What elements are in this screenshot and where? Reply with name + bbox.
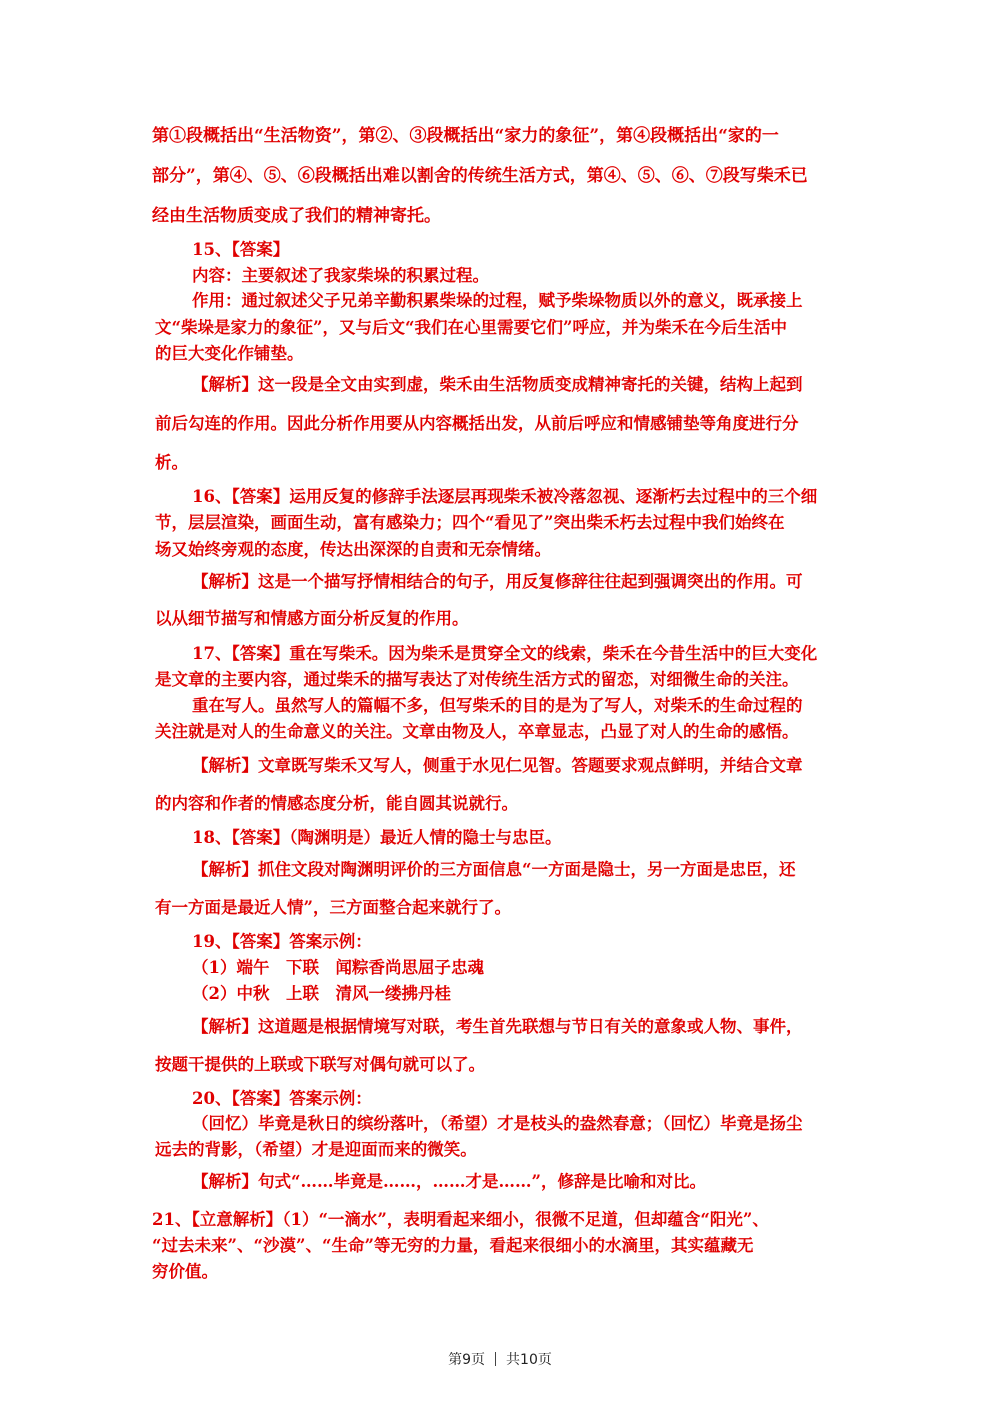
q15-answer-label: 15、【答案】 [192, 240, 290, 259]
q21-line-1: 21、【立意解析】（1）“一滴水”，表明看起来细小，很微不足道，但却蕴含“阳光”、 [152, 1210, 769, 1229]
page-footer [0, 1349, 1000, 1369]
q14-line-2: 部分”，第④、⑤、⑥段概括出难以割舍的传统生活方式，第④、⑤、⑥、⑦段写柴禾已 [152, 166, 808, 186]
q15-effect-line-3: 的巨大变化作铺垫。 [155, 344, 304, 363]
q17-answer-line-3: 重在写人。虽然写人的篇幅不多，但写柴禾的目的是为了写人，对柴禾的生命过程的 [192, 696, 803, 715]
q19-answer: 19、【答案】答案示例： [192, 932, 372, 951]
q21-line-2: “过去未来”、“沙漠”、“生命”等无穷的力量，看起来很细小的水滴里，其实蕴藏无 [152, 1236, 754, 1255]
q21-line-3: 穷价值。 [152, 1262, 218, 1281]
q15-analysis-line-1: 【解析】这一段是全文由实到虚，柴禾由生活物质变成精神寄托的关键，结构上起到 [192, 375, 803, 394]
page-total: 共10页 [506, 1352, 552, 1368]
q16-answer-line-2: 节，层层渲染，画面生动，富有感染力；四个“看见了”突出柴禾朽去过程中我们始终在 [155, 513, 785, 532]
q17-analysis-line-2: 的内容和作者的情感态度分析，能自圆其说就行。 [155, 794, 518, 813]
q18-answer: 18、【答案】（陶渊明是）最近人情的隐士与忠臣。 [192, 828, 562, 847]
q18-analysis-line-2: 有一方面是最近人情”，三方面整合起来就行了。 [155, 898, 511, 917]
page-number: 第9页 [448, 1352, 486, 1368]
q16-analysis-line-1: 【解析】这是一个描写抒情相结合的句子，用反复修辞往往起到强调突出的作用。可 [192, 572, 803, 591]
q19-analysis-line-2: 按题干提供的上联或下联写对偶句就可以了。 [155, 1055, 485, 1074]
q20-example-line-2: 远去的背影，（希望）才是迎面而来的微笑。 [155, 1140, 477, 1159]
q17-answer-line-1: 17、【答案】重在写柴禾。因为柴禾是贯穿全文的线索，柴禾在今昔生活中的巨大变化 [192, 644, 818, 663]
q18-analysis-line-1: 【解析】抓住文段对陶渊明评价的三方面信息“一方面是隐士，另一方面是忠臣，还 [192, 860, 796, 879]
q15-effect-line-1: 作用：通过叙述父子兄弟辛勤积累柴垛的过程，赋予柴垛物质以外的意义，既承接上 [192, 291, 803, 310]
q19-analysis-line-1: 【解析】这道题是根据情境写对联，考生首先联想与节日有关的意象或人物、事件， [192, 1017, 803, 1036]
q15-analysis-line-2: 前后勾连的作用。因此分析作用要从内容概括出发，从前后呼应和情感铺垫等角度进行分 [155, 414, 799, 433]
q17-analysis-line-1: 【解析】文章既写柴禾又写人，侧重于水见仁见智。答题要求观点鲜明，并结合文章 [192, 756, 803, 775]
q15-content: 内容：主要叙述了我家柴垛的积累过程。 [192, 266, 489, 285]
q15-effect-line-2: 文“柴垛是家力的象征”，又与后文“我们在心里需要它们”呼应，并为柴禾在今后生活中 [155, 318, 787, 337]
q17-answer-line-2: 是文章的主要内容，通过柴禾的描写表达了对传统生活方式的留恋，对细微生命的关注。 [155, 670, 799, 689]
q19-example-2: （2）中秋 上联 清风一缕拂丹桂 [192, 984, 451, 1003]
q15-analysis-line-3: 析。 [155, 453, 188, 472]
q16-analysis-line-2: 以从细节描写和情感方面分析反复的作用。 [155, 609, 469, 628]
q20-answer: 20、【答案】答案示例： [192, 1089, 372, 1108]
q14-line-3: 经由生活物质变成了我们的精神寄托。 [152, 206, 441, 226]
q17-answer-line-4: 关注就是对人的生命意义的关注。文章由物及人，卒章显志，凸显了对人的生命的感悟。 [155, 722, 799, 741]
q16-answer-line-3: 场又始终旁观的态度，传达出深深的自责和无奈情绪。 [155, 540, 551, 559]
q19-example-1: （1）端午 下联 闻粽香尚思屈子忠魂 [192, 958, 484, 977]
q14-line-1: 第①段概括出“生活物资”，第②、③段概括出“家力的象征”，第④段概括出“家的一 [152, 126, 779, 146]
q20-analysis: 【解析】句式“……毕竟是……，……才是……”，修辞是比喻和对比。 [192, 1172, 706, 1191]
footer-divider [495, 1352, 496, 1366]
q20-example-line-1: （回忆）毕竟是秋日的缤纷落叶，（希望）才是枝头的盎然春意；（回忆）毕竟是扬尘 [192, 1114, 803, 1133]
q16-answer-line-1: 16、【答案】运用反复的修辞手法逐层再现柴禾被冷落忽视、逐渐朽去过程中的三个细 [192, 487, 818, 506]
